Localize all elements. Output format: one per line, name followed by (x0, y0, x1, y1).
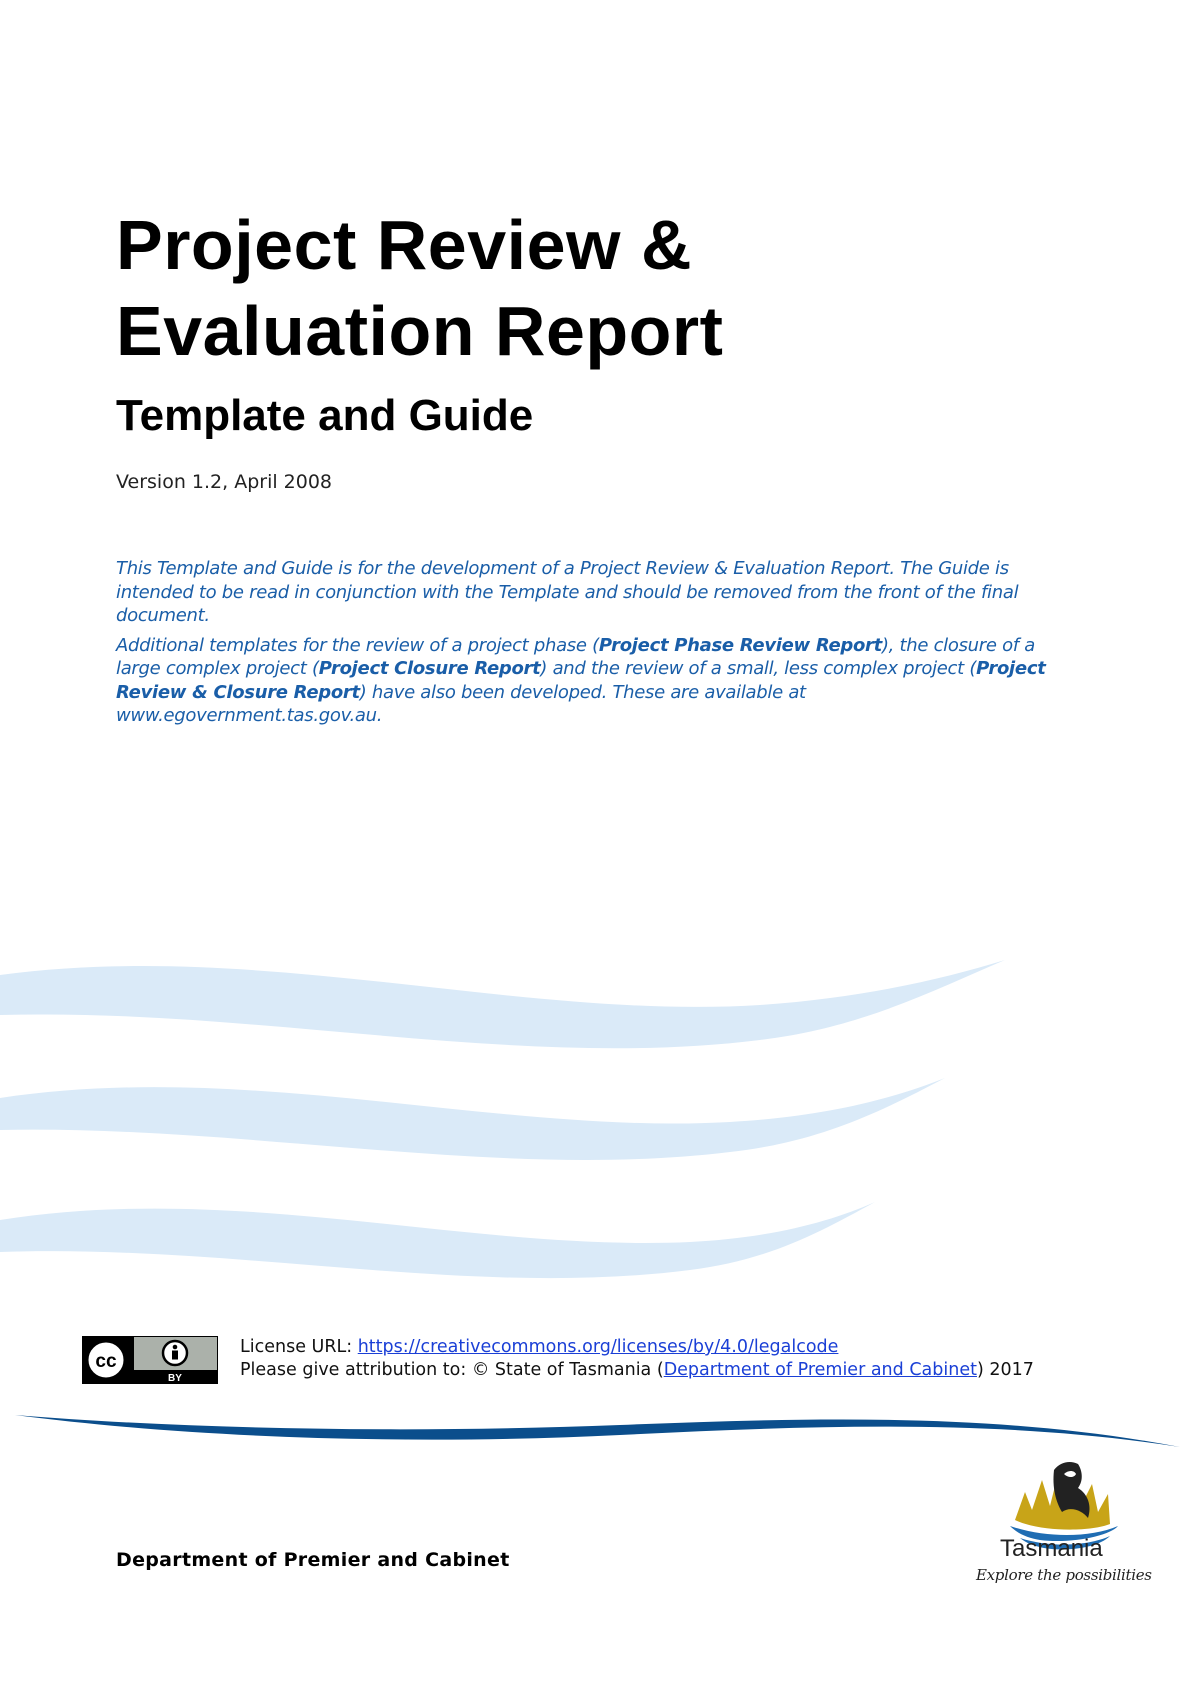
license-url-line (240, 1336, 1034, 1359)
template-name-closure: Project Closure Report (318, 658, 541, 679)
logo-name: Tasmania (1000, 1535, 1103, 1562)
attribution-suffix: ) 2017 (976, 1360, 1034, 1380)
cc-badge-label: cc (95, 1351, 117, 1372)
version-info: Version 1.2, April 2008 (116, 471, 333, 493)
decorative-waves (0, 930, 1200, 1350)
cc-by-badge-icon (82, 1336, 218, 1384)
intro-text (116, 557, 1076, 734)
intro-text-fragment: Additional templates for the review of a project phase ( (116, 634, 599, 656)
wave-band-3 (0, 1202, 875, 1278)
intro-text-fragment: ) have also been developed. These are available at www.egovernment.tas.gov.au. (116, 681, 806, 726)
attribution-label: Please give attribution to: © State of Tasmania ( (240, 1360, 664, 1380)
logo-tagline: Explore the possibilities (976, 1566, 1152, 1584)
template-name-phase-review: Project Phase Review Report (598, 634, 882, 656)
title-line-2: Evaluation Report (116, 292, 724, 370)
intro-paragraph-1: This Template and Guide is for the development of a Project Review & Evaluation Report. The Guide is intended to be read in conjunction with the Template and should be removed from the front of the final document. (116, 558, 1019, 626)
document-subtitle: Template and Guide (116, 391, 534, 440)
wave-band-2 (0, 1078, 945, 1160)
department-name: Department of Premier and Cabinet (116, 1549, 510, 1571)
license-block (82, 1336, 1182, 1396)
wave-band-1 (0, 960, 1005, 1048)
attribution-line (240, 1359, 1034, 1382)
template-name-review-closure: Project Review & Closure Report (116, 658, 1046, 703)
license-url-link[interactable]: https://creativecommons.org/licenses/by/4.0/legalcode (357, 1337, 839, 1357)
title-line-1: Project Review & (116, 206, 692, 284)
attribution-link[interactable]: Department of Premier and Cabinet (663, 1360, 977, 1380)
license-url-label: License URL: (240, 1337, 358, 1357)
document-title (116, 202, 723, 374)
license-text (240, 1336, 1034, 1382)
intro-text-fragment: ) and the review of a small, less complex project ( (540, 658, 977, 679)
intro-text-fragment: ), the closure of a large complex project ( (116, 634, 1035, 679)
intro-paragraph-2 (116, 634, 1076, 728)
by-badge-label: BY (168, 1373, 182, 1384)
